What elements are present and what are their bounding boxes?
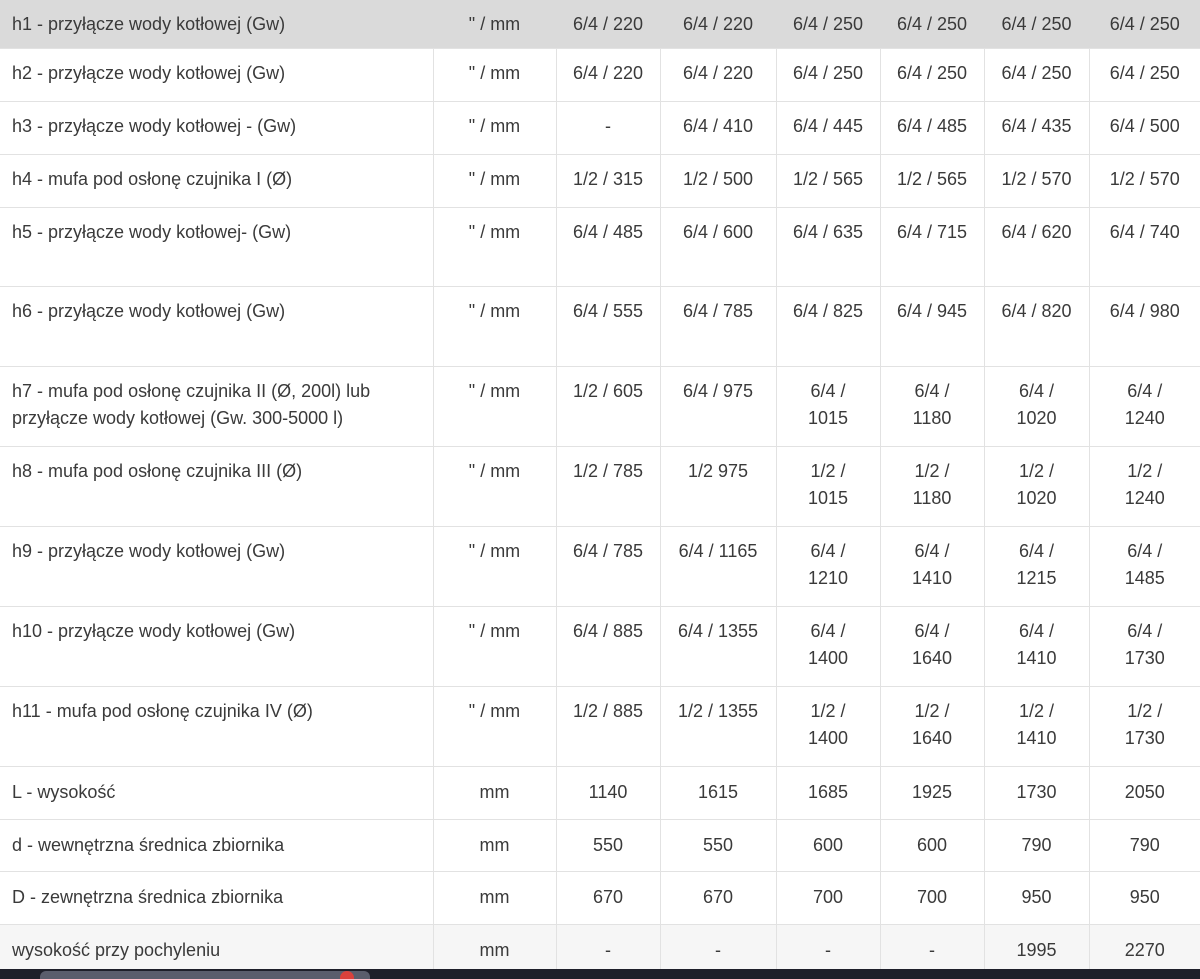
table-cell: 6/4 / 250 bbox=[776, 48, 880, 101]
table-cell: 1140 bbox=[556, 766, 660, 819]
table-cell: 6/4 / 250 bbox=[776, 0, 880, 48]
table-cell: 1/2 / 1730 bbox=[1089, 686, 1200, 766]
table-cell: - bbox=[556, 101, 660, 154]
row-label: h10 - przyłącze wody kotłowej (Gw) bbox=[0, 606, 433, 686]
table-row bbox=[0, 871, 1200, 924]
taskbar-tab bbox=[40, 971, 370, 979]
table-cell: 1/2 / 1400 bbox=[776, 686, 880, 766]
row-label: h4 - mufa pod osłonę czujnika I (Ø) bbox=[0, 154, 433, 207]
table-cell: 1/2 / 570 bbox=[984, 154, 1089, 207]
table-cell: 1/2 / 500 bbox=[660, 154, 776, 207]
table-cell: 1/2 / 1020 bbox=[984, 446, 1089, 526]
table-cell: 600 bbox=[776, 819, 880, 871]
table-cell: 6/4 / 1400 bbox=[776, 606, 880, 686]
table-cell: 6/4 / 1730 bbox=[1089, 606, 1200, 686]
table-row bbox=[0, 0, 1200, 48]
table-cell: 790 bbox=[984, 819, 1089, 871]
table-cell: 6/4 / 1020 bbox=[984, 366, 1089, 446]
table-row bbox=[0, 101, 1200, 154]
table-cell: 6/4 / 1410 bbox=[880, 526, 984, 606]
table-cell: 1/2 / 605 bbox=[556, 366, 660, 446]
table-cell: 6/4 / 435 bbox=[984, 101, 1089, 154]
table-cell: - bbox=[660, 924, 776, 977]
table-cell: 6/4 / 1215 bbox=[984, 526, 1089, 606]
table-row bbox=[0, 766, 1200, 819]
table-cell: 6/4 / 820 bbox=[984, 286, 1089, 366]
table-cell: 1/2 / 785 bbox=[556, 446, 660, 526]
table-row bbox=[0, 819, 1200, 871]
table-cell: 6/4 / 250 bbox=[984, 0, 1089, 48]
table-cell: 6/4 / 825 bbox=[776, 286, 880, 366]
table-row bbox=[0, 686, 1200, 766]
table-cell: 6/4 / 1640 bbox=[880, 606, 984, 686]
row-unit: mm bbox=[433, 766, 556, 819]
table-cell: - bbox=[776, 924, 880, 977]
table-cell: 6/4 / 250 bbox=[880, 48, 984, 101]
row-unit: " / mm bbox=[433, 286, 556, 366]
table-row bbox=[0, 207, 1200, 286]
table-cell: 670 bbox=[660, 871, 776, 924]
row-label: h6 - przyłącze wody kotłowej (Gw) bbox=[0, 286, 433, 366]
table-cell: 950 bbox=[1089, 871, 1200, 924]
row-unit: " / mm bbox=[433, 526, 556, 606]
row-label: h11 - mufa pod osłonę czujnika IV (Ø) bbox=[0, 686, 433, 766]
table-cell: 6/4 / 250 bbox=[880, 0, 984, 48]
table-cell: 6/4 / 740 bbox=[1089, 207, 1200, 286]
table-cell: 6/4 / 250 bbox=[1089, 0, 1200, 48]
row-unit: " / mm bbox=[433, 48, 556, 101]
table-cell: 6/4 / 785 bbox=[556, 526, 660, 606]
table-cell: 6/4 / 975 bbox=[660, 366, 776, 446]
table-cell: 700 bbox=[880, 871, 984, 924]
row-label: h3 - przyłącze wody kotłowej - (Gw) bbox=[0, 101, 433, 154]
table-cell: 6/4 / 250 bbox=[1089, 48, 1200, 101]
table-cell: 1/2 / 1410 bbox=[984, 686, 1089, 766]
table-cell: 2270 bbox=[1089, 924, 1200, 977]
table-cell: 6/4 / 220 bbox=[556, 0, 660, 48]
table-cell: 6/4 / 945 bbox=[880, 286, 984, 366]
table-row bbox=[0, 526, 1200, 606]
table-cell: 6/4 / 1015 bbox=[776, 366, 880, 446]
table-row bbox=[0, 154, 1200, 207]
table-cell: 6/4 / 485 bbox=[556, 207, 660, 286]
table-cell: 550 bbox=[660, 819, 776, 871]
row-label: wysokość przy pochyleniu bbox=[0, 924, 433, 977]
table-cell: 1/2 / 1240 bbox=[1089, 446, 1200, 526]
table-cell: 6/4 / 1485 bbox=[1089, 526, 1200, 606]
table-cell: 1995 bbox=[984, 924, 1089, 977]
table-cell: 1/2 / 565 bbox=[880, 154, 984, 207]
table-cell: 6/4 / 1210 bbox=[776, 526, 880, 606]
table-cell: 1/2 / 1640 bbox=[880, 686, 984, 766]
row-unit: " / mm bbox=[433, 686, 556, 766]
row-unit: " / mm bbox=[433, 0, 556, 48]
table-cell: 6/4 / 785 bbox=[660, 286, 776, 366]
table-cell: 6/4 / 715 bbox=[880, 207, 984, 286]
table-cell: 6/4 / 220 bbox=[660, 0, 776, 48]
row-unit: mm bbox=[433, 871, 556, 924]
row-unit: " / mm bbox=[433, 446, 556, 526]
row-unit: " / mm bbox=[433, 207, 556, 286]
table-cell: 6/4 / 620 bbox=[984, 207, 1089, 286]
table-cell: 600 bbox=[880, 819, 984, 871]
table-cell: 1730 bbox=[984, 766, 1089, 819]
row-label: d - wewnętrzna średnica zbiornika bbox=[0, 819, 433, 871]
table-row bbox=[0, 286, 1200, 366]
table-cell: 6/4 / 1355 bbox=[660, 606, 776, 686]
table-cell: 6/4 / 980 bbox=[1089, 286, 1200, 366]
taskbar-strip bbox=[0, 969, 1200, 979]
table-cell: 1925 bbox=[880, 766, 984, 819]
row-label: h5 - przyłącze wody kotłowej- (Gw) bbox=[0, 207, 433, 286]
table-cell: 6/4 / 1180 bbox=[880, 366, 984, 446]
table-cell: 1/2 / 570 bbox=[1089, 154, 1200, 207]
row-label: h2 - przyłącze wody kotłowej (Gw) bbox=[0, 48, 433, 101]
row-unit: " / mm bbox=[433, 366, 556, 446]
table-cell: 1/2 / 315 bbox=[556, 154, 660, 207]
table-cell: 1685 bbox=[776, 766, 880, 819]
row-unit: mm bbox=[433, 819, 556, 871]
row-label: h9 - przyłącze wody kotłowej (Gw) bbox=[0, 526, 433, 606]
table-cell: 6/4 / 250 bbox=[984, 48, 1089, 101]
table-cell: 6/4 / 445 bbox=[776, 101, 880, 154]
table-cell: 6/4 / 220 bbox=[556, 48, 660, 101]
table-row bbox=[0, 366, 1200, 446]
table-row bbox=[0, 48, 1200, 101]
row-label: L - wysokość bbox=[0, 766, 433, 819]
table-cell: 6/4 / 635 bbox=[776, 207, 880, 286]
table-cell: 6/4 / 1240 bbox=[1089, 366, 1200, 446]
table-cell: 1/2 975 bbox=[660, 446, 776, 526]
table-cell: - bbox=[556, 924, 660, 977]
table-cell: 6/4 / 555 bbox=[556, 286, 660, 366]
app-indicator-icon bbox=[340, 971, 354, 979]
table-cell: 700 bbox=[776, 871, 880, 924]
row-label: h1 - przyłącze wody kotłowej (Gw) bbox=[0, 0, 433, 48]
table-cell: 550 bbox=[556, 819, 660, 871]
table-cell: 6/4 / 1165 bbox=[660, 526, 776, 606]
table-cell: 6/4 / 485 bbox=[880, 101, 984, 154]
row-unit: mm bbox=[433, 924, 556, 977]
table-cell: 6/4 / 885 bbox=[556, 606, 660, 686]
table-cell: 1/2 / 565 bbox=[776, 154, 880, 207]
table-row bbox=[0, 446, 1200, 526]
row-unit: " / mm bbox=[433, 101, 556, 154]
table-cell: 1615 bbox=[660, 766, 776, 819]
table-cell: 950 bbox=[984, 871, 1089, 924]
row-unit: " / mm bbox=[433, 154, 556, 207]
row-unit: " / mm bbox=[433, 606, 556, 686]
row-label: D - zewnętrzna średnica zbiornika bbox=[0, 871, 433, 924]
row-label: h7 - mufa pod osłonę czujnika II (Ø, 200l) lub przyłącze wody kotłowej (Gw. 300-5000 l) bbox=[0, 366, 433, 446]
table-row bbox=[0, 606, 1200, 686]
table-cell: 6/4 / 1410 bbox=[984, 606, 1089, 686]
table-cell: 670 bbox=[556, 871, 660, 924]
table-cell: 6/4 / 500 bbox=[1089, 101, 1200, 154]
table-cell: 6/4 / 220 bbox=[660, 48, 776, 101]
row-label: h8 - mufa pod osłonę czujnika III (Ø) bbox=[0, 446, 433, 526]
table-cell: 1/2 / 1015 bbox=[776, 446, 880, 526]
table-cell: - bbox=[880, 924, 984, 977]
table-cell: 6/4 / 410 bbox=[660, 101, 776, 154]
table-cell: 1/2 / 1355 bbox=[660, 686, 776, 766]
table-cell: 6/4 / 600 bbox=[660, 207, 776, 286]
table-cell: 1/2 / 885 bbox=[556, 686, 660, 766]
table-cell: 1/2 / 1180 bbox=[880, 446, 984, 526]
table-cell: 2050 bbox=[1089, 766, 1200, 819]
table-cell: 790 bbox=[1089, 819, 1200, 871]
